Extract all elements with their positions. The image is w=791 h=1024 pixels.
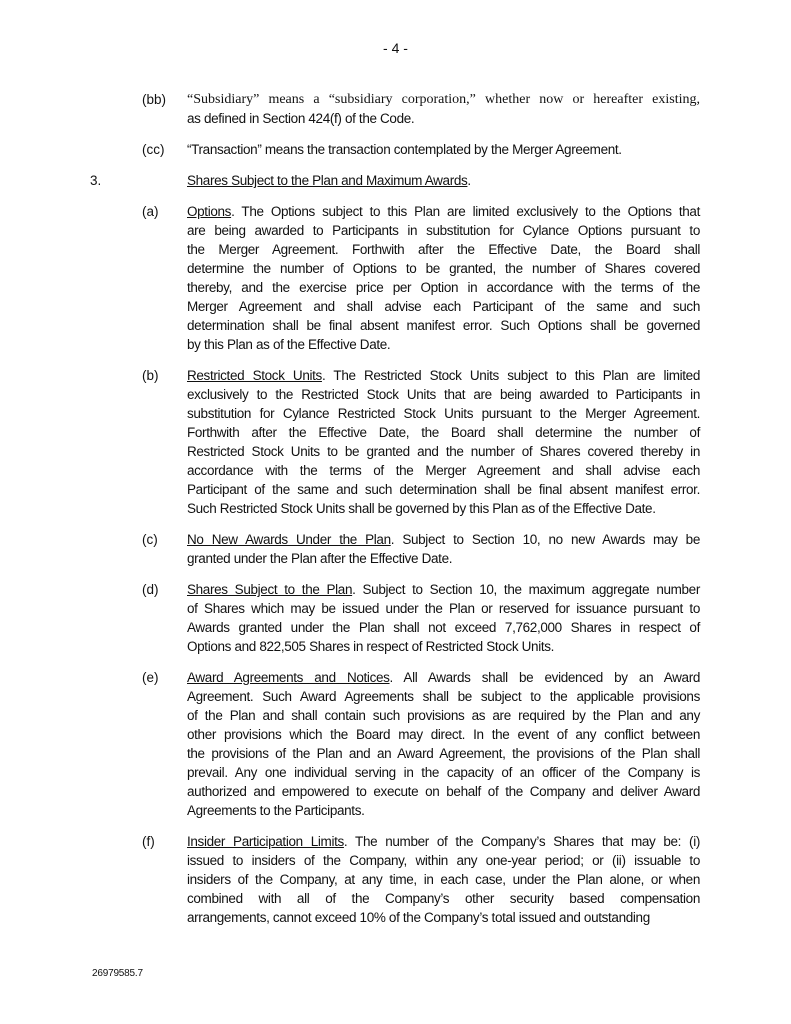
clause-label: (f) <box>142 834 155 849</box>
clause-label: (b) <box>142 368 159 383</box>
clause-text <box>187 530 700 568</box>
text-line: substitution for Cylance Restricted Stock Units pursuant to the Merger Agreement. <box>187 406 700 421</box>
text-line: determination shall be final absent manifest error. Such Options shall be governed <box>187 318 700 333</box>
clause-heading: Options <box>187 204 232 219</box>
document-body <box>0 90 791 939</box>
clause-text <box>187 580 700 656</box>
text-line <box>187 580 700 599</box>
clause-heading: Insider Participation Limits <box>187 834 344 849</box>
text-line: of the Plan and shall contain such provisions as are required by the Plan and any <box>187 708 700 723</box>
text-line: are being awarded to Participants in substitution for Cylance Options pursuant to <box>187 223 700 238</box>
text-line-rest: . The number of the Company’s Shares that may be: (i) <box>343 834 700 849</box>
clause-text <box>187 832 700 927</box>
text-line <box>187 668 700 687</box>
clause-label: (bb) <box>142 92 167 107</box>
text-line: authorized and empowered to execute on behalf of the Company and deliver Award <box>187 784 700 799</box>
clause-heading: Award Agreements and Notices <box>187 670 390 685</box>
clause-label: (cc) <box>142 142 165 157</box>
text-line <box>187 202 700 221</box>
clause-label: (c) <box>142 532 158 547</box>
text-line: granted under the Plan after the Effective Date. <box>187 551 453 566</box>
clause <box>0 366 791 518</box>
text-line: Restricted Stock Units to be granted and the number of Shares covered thereby in <box>187 444 700 459</box>
text-line: “Subsidiary” means a “subsidiary corporation,” whether now or hereafter existing, <box>187 92 700 107</box>
text-line: Agreement. Such Award Agreements shall be subject to the applicable provisions <box>187 689 700 704</box>
text-line: Agreements to the Participants. <box>187 803 365 818</box>
clause-text <box>187 140 700 159</box>
text-line: arrangements, cannot exceed 10% of the Company’s total issued and outstanding <box>187 910 650 925</box>
clause <box>0 668 791 820</box>
text-line <box>187 530 700 549</box>
clause-heading: Shares Subject to the Plan <box>187 582 353 597</box>
text-line: by this Plan as of the Effective Date. <box>187 337 391 352</box>
text-line-rest: . Subject to Section 10, no new Awards may be <box>390 532 700 547</box>
text-line: insiders of the Company, at any time, in each case, under the Plan alone, or when <box>187 872 700 887</box>
clause-text <box>187 90 700 128</box>
text-line: Awards granted under the Plan shall not exceed 7,762,000 Shares in respect of <box>187 620 700 635</box>
text-line: exclusively to the Restricted Stock Units that are being awarded to Participants in <box>187 387 700 402</box>
text-line: Participant of the same and such determination shall be final absent manifest error. <box>187 482 700 497</box>
text-line-rest: . The Restricted Stock Units subject to this Plan are limited <box>321 368 700 383</box>
clause-heading: Restricted Stock Units <box>187 368 322 383</box>
clause-label: 3. <box>90 173 102 188</box>
clause-text <box>187 171 700 190</box>
document-id-footer: 26979585.7 <box>92 968 143 979</box>
text-line: thereby, and the exercise price per Option in accordance with the terms of the <box>187 280 700 295</box>
text-line: Options and 822,505 Shares in respect of Restricted Stock Units. <box>187 639 555 654</box>
clause <box>0 530 791 568</box>
text-line: of Shares which may be issued under the Plan or reserved for issuance pursuant to <box>187 601 700 616</box>
clause-label: (d) <box>142 582 159 597</box>
text-line: accordance with the terms of the Merger Agreement and shall advise each <box>187 463 700 478</box>
clause-label: (a) <box>142 204 159 219</box>
text-line: determine the number of Options to be granted, the number of Shares covered <box>187 261 700 276</box>
clause <box>0 202 791 354</box>
heading-punctuation: . <box>467 173 471 188</box>
text-line: the Merger Agreement. Forthwith after the Effective Date, the Board shall <box>187 242 700 257</box>
page-number: - 4 - <box>383 40 408 56</box>
text-line: other provisions which the Board may direct. In the event of any conflict between <box>187 727 700 742</box>
text-line <box>187 366 700 385</box>
section-title: Shares Subject to the Plan and Maximum Awards <box>187 173 468 188</box>
text-line: prevail. Any one individual serving in the capacity of an officer of the Company is <box>187 765 700 780</box>
text-line: combined with all of the Company’s other security based compensation <box>187 891 700 906</box>
text-line-rest: . The Options subject to this Plan are limited exclusively to the Options that <box>231 204 700 219</box>
text-line-rest: . Subject to Section 10, the maximum aggregate number <box>352 582 700 597</box>
text-line: Such Restricted Stock Units shall be governed by this Plan as of the Effective Date. <box>187 501 656 516</box>
clause-text <box>187 202 700 354</box>
text-line: the provisions of the Plan and an Award Agreement, the provisions of the Plan shall <box>187 746 700 761</box>
text-line: Merger Agreement and shall advise each Participant of the same and such <box>187 299 700 314</box>
clause-text <box>187 366 700 518</box>
text-line <box>187 832 700 851</box>
text-line: “Transaction” means the transaction contemplated by the Merger Agreement. <box>187 142 622 157</box>
text-line <box>187 171 700 190</box>
clause <box>0 90 791 128</box>
clause-text <box>187 668 700 820</box>
text-line-rest: . All Awards shall be evidenced by an Award <box>389 670 700 685</box>
clause <box>0 580 791 656</box>
text-line: issued to insiders of the Company, within any one-year period; or (ii) issuable to <box>187 853 700 868</box>
text-line: as defined in Section 424(f) of the Code. <box>187 111 415 126</box>
clause <box>0 832 791 927</box>
clause-heading: No New Awards Under the Plan <box>187 532 391 547</box>
clause-label: (e) <box>142 670 159 685</box>
clause <box>0 140 791 159</box>
section-heading <box>0 171 791 190</box>
text-line: Forthwith after the Effective Date, the Board shall determine the number of <box>187 425 700 440</box>
